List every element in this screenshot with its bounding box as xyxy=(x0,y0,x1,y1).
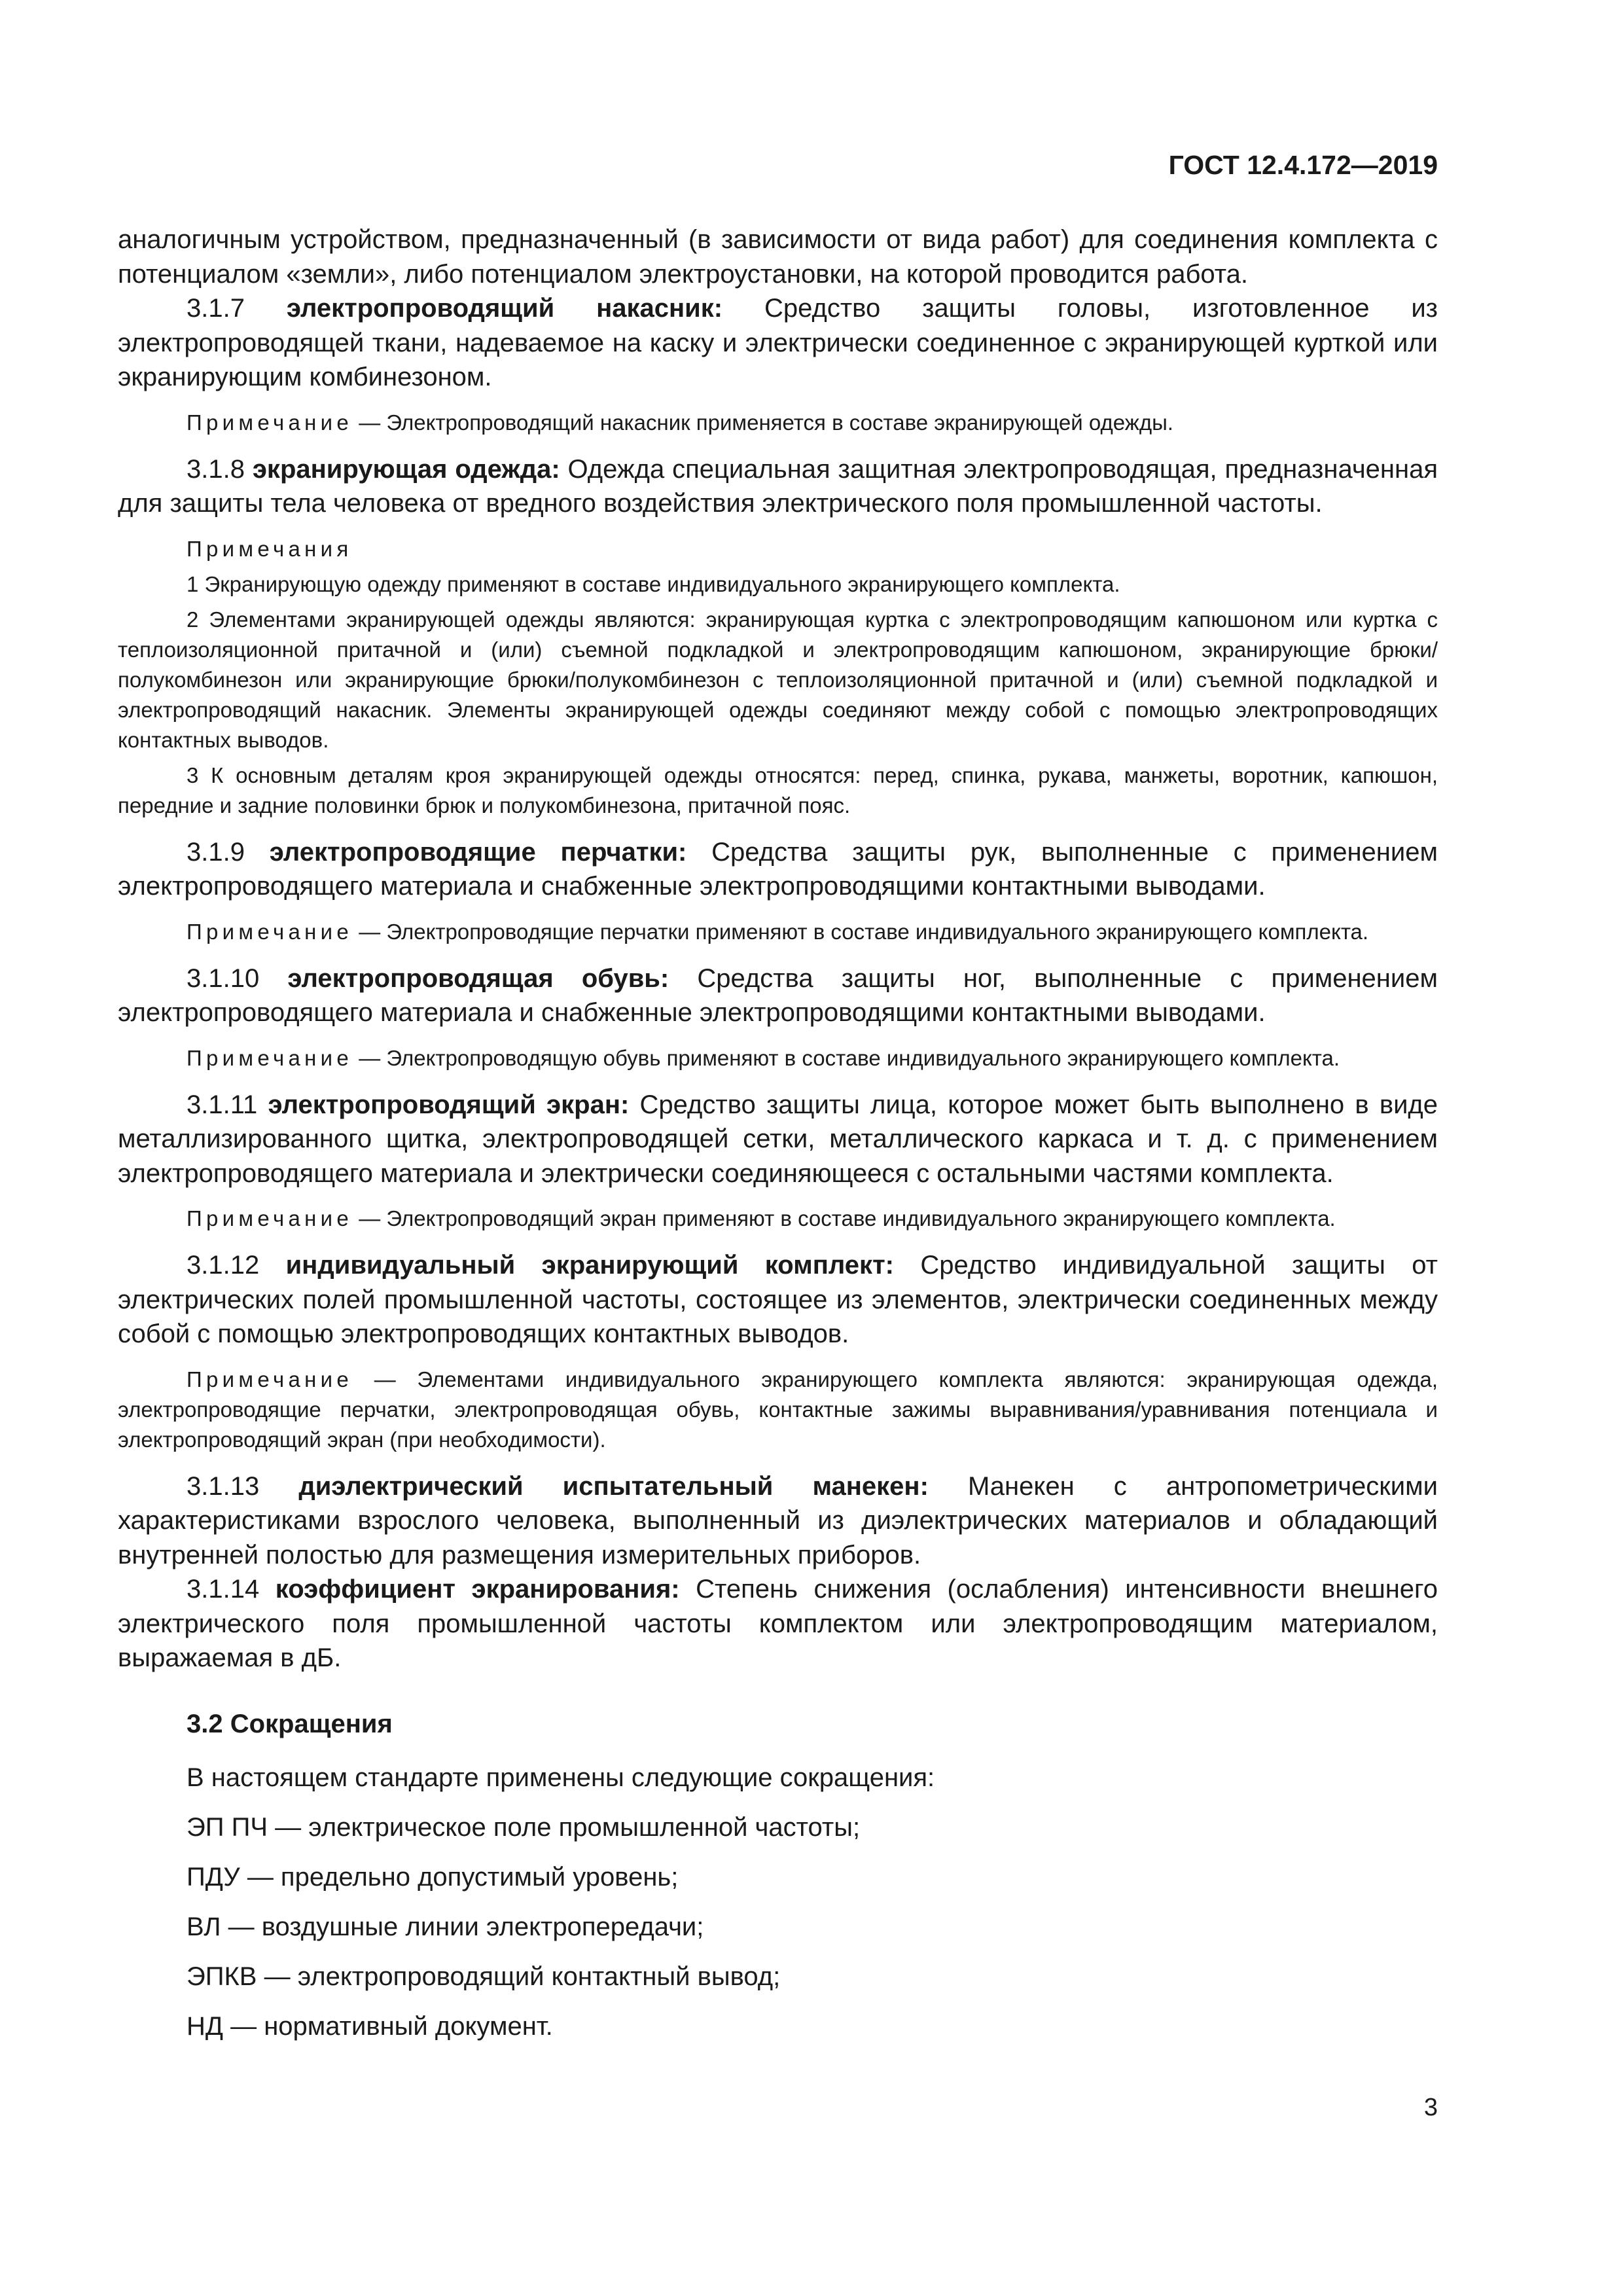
term-3-1-9 xyxy=(118,835,1438,904)
note-label: Примечание xyxy=(187,919,353,944)
note-text: — Электропроводящие перчатки применяют в составе индивидуального экранирующего комплекта. xyxy=(359,919,1369,944)
note-text: — Электропроводящий экран применяют в составе индивидуального экранирующего комплекта. xyxy=(359,1206,1336,1230)
term-title: индивидуальный экранирующий комплект: xyxy=(285,1251,894,1280)
term-definition: Степень снижения (ослабления) интенсивности внешнего электрического поля промышленной частоты комплектом или электропроводящим материалом, выражаемая в дБ. xyxy=(118,1575,1438,1672)
abbreviation-item: ПДУ — предельно допустимый уровень; xyxy=(187,1862,679,1892)
note-text: — Электропроводящий накасник применяется в составе экранирующей одежды. xyxy=(359,410,1173,435)
term-definition: Средства защиты ног, выполненные с применением электропроводящего материала и снабженные электропроводящими контактными выводами. xyxy=(118,963,1438,1027)
note-text: — Электропроводящую обувь применяют в составе индивидуального экранирующего комплекта. xyxy=(359,1045,1340,1070)
note-3-1-8-1: 1 Экранирующую одежду применяют в составе индивидуального экранирующего комплекта. xyxy=(187,571,1120,596)
abbreviations-intro: В настоящем стандарте применены следующие сокращения: xyxy=(187,1763,935,1792)
term-definition: Одежда специальная защитная электропроводящая, предназначенная для защиты тела человека от вредного воздействия электрического поля промышленной частоты. xyxy=(118,454,1438,518)
note-3-1-11 xyxy=(118,1204,1438,1234)
term-title: электропроводящие перчатки: xyxy=(269,837,687,867)
term-3-1-14 xyxy=(118,1572,1438,1676)
note-3-1-12 xyxy=(118,1365,1438,1455)
term-number: 3.1.14 xyxy=(187,1575,260,1604)
term-number: 3.1.9 xyxy=(187,837,245,867)
note-3-1-8-3: 3 К основным деталям кроя экранирующей одежды относятся: перед, спинка, рукава, манжеты, воротник, капюшон, передние и задние половинки брюк и полукомбинезона, притачной пояс. xyxy=(118,762,1438,817)
term-definition: Манекен с антропометрическими характеристиками взрослого человека, выполненный из диэлектрических материалов и обладающий внутренней полостью для размещения измерительных приборов. xyxy=(118,1471,1438,1570)
term-number: 3.1.11 xyxy=(187,1090,258,1119)
abbreviation-item: ВЛ — воздушные линии электропередачи; xyxy=(187,1912,704,1941)
term-title: электропроводящая обувь: xyxy=(287,963,669,993)
continuation-paragraph: аналогичным устройством, предназначенный (в зависимости от вида работ) для соединения комплекта с потенциалом «земли», либо потенциалом электроустановки, на которой проводится работа. xyxy=(118,225,1438,289)
note-text: — Элементами индивидуального экранирующего комплекта являются: экранирующая одежда, электропроводящие перчатки, электропроводящая обувь, контактные зажимы выравнивания/уравнивания потенциала и электропроводящий экран (при необходимости). xyxy=(118,1367,1438,1452)
term-number: 3.1.12 xyxy=(187,1251,260,1280)
note-3-1-8-2: 2 Элементами экранирующей одежды являются: экранирующая куртка с электропроводящим капюшоном или куртка с теплоизоляционной притачной и (или) съемной подкладкой и электропроводящим капюшоном, экранирующие брюки/полукомбинезон или экранирующие брюки/полукомбинезон с теплоизоляционной притачной и (или) съемной подкладкой и электропроводящий накасник. Элементы экранирующей одежды соединяют между собой с помощью электропроводящих контактных выводов. xyxy=(118,607,1438,752)
abbreviation-item: ЭП ПЧ — электрическое поле промышленной частоты; xyxy=(187,1812,861,1842)
page-number: 3 xyxy=(1423,2094,1438,2121)
term-number: 3.1.8 xyxy=(187,454,245,484)
term-3-1-11 xyxy=(118,1088,1438,1191)
term-3-1-13 xyxy=(118,1469,1438,1573)
term-definition: Средства защиты рук, выполненные с применением электропроводящего материала и снабженные электропроводящими контактными выводами. xyxy=(118,837,1438,901)
notes-heading-3-1-8 xyxy=(118,534,1438,564)
term-title: коэффициент экранирования: xyxy=(275,1575,680,1604)
term-number: 3.1.7 xyxy=(187,294,245,323)
abbreviation-item: ЭПКВ — электропроводящий контактный вывод; xyxy=(187,1962,781,1991)
note-label: Примечание xyxy=(187,1206,353,1230)
notes-label: Примечания xyxy=(187,536,353,561)
standard-code: ГОСТ 12.4.172—2019 xyxy=(1168,150,1438,180)
term-title: экранирующая одежда: xyxy=(252,454,560,484)
term-title: электропроводящий накасник: xyxy=(286,294,723,323)
note-3-1-7 xyxy=(118,408,1438,438)
note-3-1-9 xyxy=(118,917,1438,947)
term-definition: Средство индивидуальной защиты от электрических полей промышленной частоты, состоящее из элементов, электрически соединенных между собой с помощью электропроводящих контактных выводов. xyxy=(118,1251,1438,1348)
document-body xyxy=(118,223,1438,2043)
term-title: электропроводящий экран: xyxy=(268,1090,630,1119)
term-definition: Средство защиты лица, которое может быть выполнено в виде металлизированного щитка, электропроводящей сетки, металлического каркаса и т. д. с применением электропроводящего материала и электрически соединяющееся с остальными частями комплекта. xyxy=(118,1090,1438,1188)
abbreviation-item: НД — нормативный документ. xyxy=(187,2011,553,2041)
term-3-1-10 xyxy=(118,961,1438,1030)
term-number: 3.1.13 xyxy=(187,1471,260,1501)
note-label: Примечание xyxy=(187,1367,353,1391)
term-3-1-7 xyxy=(118,291,1438,395)
section-title-abbreviations: 3.2 Сокращения xyxy=(187,1709,393,1738)
term-number: 3.1.10 xyxy=(187,963,260,993)
term-3-1-12 xyxy=(118,1248,1438,1352)
note-label: Примечание xyxy=(187,410,353,435)
term-title: диэлектрический испытательный манекен: xyxy=(298,1471,929,1501)
note-label: Примечание xyxy=(187,1045,353,1070)
term-3-1-8 xyxy=(118,452,1438,521)
term-definition: Средство защиты головы, изготовленное из электропроводящей ткани, надеваемое на каску и электрически соединенное с экранирующей курткой или экранирующим комбинезоном. xyxy=(118,294,1438,391)
note-3-1-10 xyxy=(118,1043,1438,1073)
